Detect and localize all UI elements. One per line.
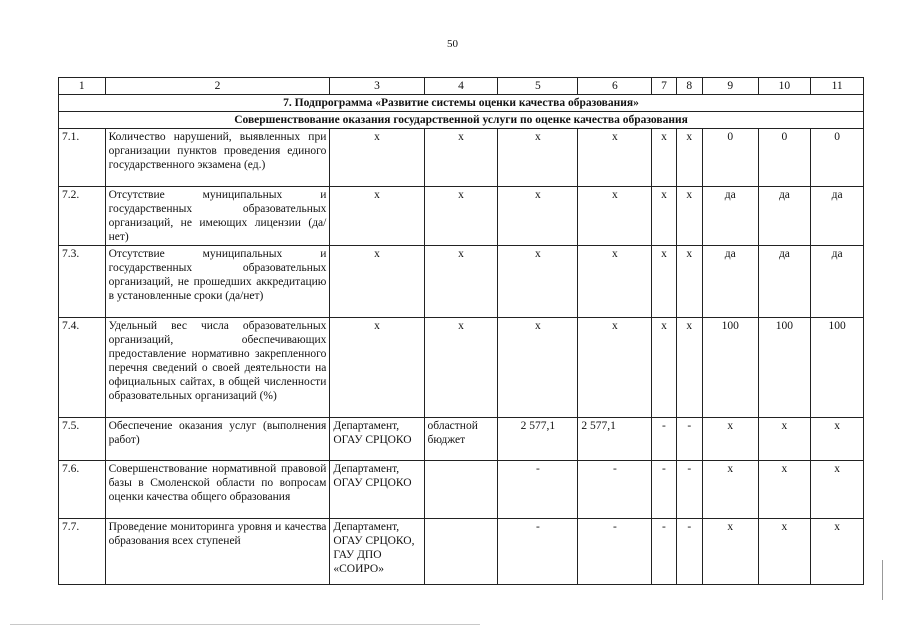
table-cell: х: [676, 187, 702, 246]
table-cell: -: [578, 461, 652, 519]
table-cell: х: [330, 246, 424, 318]
table-cell: х: [652, 129, 676, 187]
column-header: 4: [424, 78, 498, 95]
table-cell: 100: [758, 318, 811, 418]
table-row: [59, 246, 864, 318]
table-row: [59, 187, 864, 246]
table-cell: х: [652, 318, 676, 418]
table-cell: 100: [811, 318, 864, 418]
table-cell: [424, 461, 498, 519]
column-header: 5: [498, 78, 578, 95]
column-header: 9: [702, 78, 758, 95]
table-cell: Департамент, ОГАУ СРЦОКО, ГАУ ДПО «СОИРО»: [330, 519, 424, 585]
table-cell: -: [578, 519, 652, 585]
page-number: 50: [447, 38, 458, 50]
row-name: Обеспечение оказания услуг (выполнения работ): [105, 418, 330, 461]
table-cell: да: [758, 246, 811, 318]
table-cell: х: [702, 461, 758, 519]
column-header: 7: [652, 78, 676, 95]
table-cell: -: [676, 461, 702, 519]
table-cell: х: [498, 246, 578, 318]
subprogram-row: [59, 95, 864, 112]
table-row: [59, 461, 864, 519]
table-row: [59, 129, 864, 187]
row-name: Удельный вес числа образовательных организаций, обеспечивающих предоставление нормативно закрепленного перечня сведений о своей деятельности на официальных сайтах, в общей численности образовательных организаций (%): [105, 318, 330, 418]
column-header: 1: [59, 78, 106, 95]
table-cell: х: [758, 519, 811, 585]
table-cell: 0: [811, 129, 864, 187]
table-cell: 2 577,1: [498, 418, 578, 461]
column-header: 6: [578, 78, 652, 95]
table-cell: -: [498, 519, 578, 585]
table-cell: х: [424, 246, 498, 318]
row-number: 7.6.: [59, 461, 106, 519]
subprogram-title: 7. Подпрограмма «Развитие системы оценки качества образования»: [59, 95, 864, 112]
table-cell: да: [758, 187, 811, 246]
table-cell: х: [424, 318, 498, 418]
task-title: Совершенствование оказания государственной услуги по оценке качества образования: [59, 112, 864, 129]
table-cell: -: [676, 418, 702, 461]
row-name: Отсутствие муниципальных и государственных образовательных организаций, не прошедших аккредитацию в установленные сроки (да/нет): [105, 246, 330, 318]
table-cell: -: [676, 519, 702, 585]
table-cell: х: [676, 318, 702, 418]
table-cell: х: [330, 129, 424, 187]
row-number: 7.4.: [59, 318, 106, 418]
table-cell: -: [498, 461, 578, 519]
row-name: Проведение мониторинга уровня и качества образования всех ступеней: [105, 519, 330, 585]
table-cell: -: [652, 418, 676, 461]
table-cell: х: [578, 318, 652, 418]
table-cell: х: [676, 246, 702, 318]
row-name: Совершенствование нормативной правовой базы в Смоленской области по вопросам оценки качества общего образования: [105, 461, 330, 519]
row-number: 7.7.: [59, 519, 106, 585]
row-name: Количество нарушений, выявленных при организации пунктов проведения единого государственного экзамена (ед.): [105, 129, 330, 187]
table-cell: х: [578, 246, 652, 318]
row-number: 7.2.: [59, 187, 106, 246]
column-header: 2: [105, 78, 330, 95]
row-name: Отсутствие муниципальных и государственных образовательных организаций, не имеющих лицензии (да/нет): [105, 187, 330, 246]
table-cell: х: [424, 129, 498, 187]
table-cell: Департамент, ОГАУ СРЦОКО: [330, 418, 424, 461]
scan-artifact-edge: [882, 560, 883, 600]
table-cell: областной бюджет: [424, 418, 498, 461]
table-cell: х: [652, 187, 676, 246]
table-cell: х: [578, 129, 652, 187]
table-cell: х: [758, 418, 811, 461]
row-number: 7.3.: [59, 246, 106, 318]
table-row: [59, 418, 864, 461]
row-number: 7.1.: [59, 129, 106, 187]
table-cell: х: [811, 519, 864, 585]
table-cell: Департамент, ОГАУ СРЦОКО: [330, 461, 424, 519]
table-cell: х: [758, 461, 811, 519]
table-row: [59, 519, 864, 585]
table-cell: да: [702, 246, 758, 318]
table-cell: 100: [702, 318, 758, 418]
column-header: 10: [758, 78, 811, 95]
task-row: [59, 112, 864, 129]
table-cell: х: [702, 519, 758, 585]
table-cell: х: [702, 418, 758, 461]
table-cell: х: [676, 129, 702, 187]
indicators-table: [58, 77, 864, 585]
table-cell: х: [330, 318, 424, 418]
column-numbers-row: [59, 78, 864, 95]
scan-artifact-line: [10, 624, 480, 625]
table-cell: х: [498, 187, 578, 246]
table-cell: х: [498, 129, 578, 187]
table-cell: -: [652, 461, 676, 519]
table-cell: х: [424, 187, 498, 246]
table-row: [59, 318, 864, 418]
table-cell: да: [702, 187, 758, 246]
table-cell: [424, 519, 498, 585]
table-cell: х: [811, 461, 864, 519]
table-cell: 2 577,1: [578, 418, 652, 461]
table-cell: 0: [758, 129, 811, 187]
table-cell: -: [652, 519, 676, 585]
table-cell: да: [811, 246, 864, 318]
table-cell: х: [652, 246, 676, 318]
column-header: 8: [676, 78, 702, 95]
table-cell: х: [811, 418, 864, 461]
column-header: 11: [811, 78, 864, 95]
column-header: 3: [330, 78, 424, 95]
table-cell: 0: [702, 129, 758, 187]
table-cell: х: [578, 187, 652, 246]
row-number: 7.5.: [59, 418, 106, 461]
table-cell: х: [498, 318, 578, 418]
table-cell: х: [330, 187, 424, 246]
table-cell: да: [811, 187, 864, 246]
